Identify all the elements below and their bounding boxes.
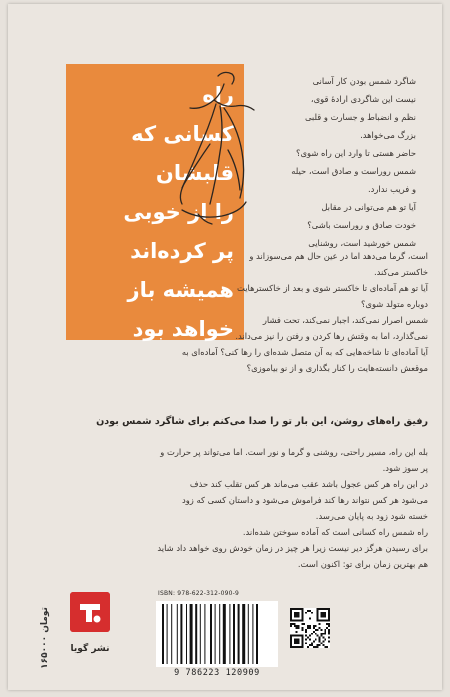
bottom-line: می‌شود هر کس نتواند رها کند فراموش می‌شود و داستان کسی که زود [182, 495, 428, 505]
qr-code-icon [290, 608, 330, 648]
quote-line: را از خوبی [123, 200, 234, 224]
isbn-label: ISBN: 978-622-312-090-9 [158, 590, 239, 597]
bottom-line: بله این راه، مسیر راحتی، روشنی و گرما و نور است. اما می‌تواند پر حرارت و [160, 447, 428, 457]
bottom-line: راه شمس راه کسانی است که آماده سوختن شده‌اند. [242, 527, 428, 537]
poem-line: نظم و انضباط و جسارت و قلبی [304, 112, 416, 122]
poem-line: بزرگ می‌خواهد. [360, 130, 416, 140]
quote-line: کسانی که [131, 122, 234, 146]
poem-line: شاگرد شمس بودن کار آسانی [312, 76, 416, 86]
mid-line: خاکستر می‌کند. [373, 267, 428, 277]
section-heading: رفیق راه‌های روشن، این بار تو را صدا می‌کنم برای شاگرد شمس بودن [96, 416, 428, 427]
barcode-number: 9 786223 120909 [174, 668, 260, 678]
quote-line: راه [202, 83, 234, 107]
quote-line: پر کرده‌اند [130, 239, 234, 263]
price-text: ۱۶۵۰۰۰ تومان [40, 607, 50, 669]
poem-line: آیا تو هم می‌توانی در مقابل [321, 202, 416, 212]
bottom-text-block [82, 444, 428, 572]
poem-line: و فریب ندارد. [367, 184, 416, 194]
mid-line: نمی‌گذارد، اما به وقتش رها کردن و رفتن را نیز می‌داند. [235, 331, 428, 341]
poem-line: شمس خورشید است، روشنایی [308, 238, 416, 248]
poem-line: شمس روراست و صادق است، حیله [291, 166, 416, 176]
mid-line: است، گرما می‌دهد اما در عین حال هم می‌سوزاند و [249, 251, 428, 261]
bottom-line: هم بهترین زمان برای تو: اکنون است. [297, 559, 428, 569]
price-label [34, 590, 56, 686]
bottom-line: پر سوز شود. [382, 463, 428, 473]
barcode-icon [156, 601, 278, 667]
quote-line: قلبشان [155, 161, 234, 185]
mid-line: دوباره متولد شوی؟ [360, 299, 428, 309]
mid-text-block [82, 248, 428, 376]
publisher-logo-icon [70, 592, 110, 632]
poem-block [234, 72, 416, 252]
quote-line: همیشه باز [127, 278, 234, 302]
mid-line: موقعش دانسته‌هایت را کنار بگذاری و از نو بیاموزی؟ [246, 363, 428, 373]
poem-line: خودت صادق و روراست باشی؟ [307, 220, 416, 230]
poem-line: حاضر هستی تا وارد این راه شوی؟ [296, 148, 416, 158]
mid-line: آیا آماده‌ای تا شاخه‌هایی که به آن متصل شده‌ای را رها کنی؟ آماده‌ای به [181, 347, 428, 357]
publisher-name: نشر گویا [70, 644, 110, 654]
bottom-line: خسته شود زود به پایان می‌رسد. [315, 511, 428, 521]
bottom-line: در این راه هر کس عجول باشد عقب می‌ماند هر کس تقلب کند حذف [189, 479, 428, 489]
mid-line: آیا تو هم آماده‌ای تا خاکستر شوی و بعد از خاکسترهایت [236, 283, 428, 293]
quote-line: خواهد بود [132, 317, 234, 341]
bottom-line: برای رسیدن هرگز دیر نیست زیرا هر چیز در زمان خودش روی خواهد داد شاید [157, 543, 428, 553]
poem-line: نیست این شاگردی ارادهٔ قوی، [310, 94, 416, 104]
mid-line: شمس اصرار نمی‌کند، اجبار نمی‌کند، تحت فشار [262, 315, 428, 325]
book-back-cover [8, 4, 442, 690]
